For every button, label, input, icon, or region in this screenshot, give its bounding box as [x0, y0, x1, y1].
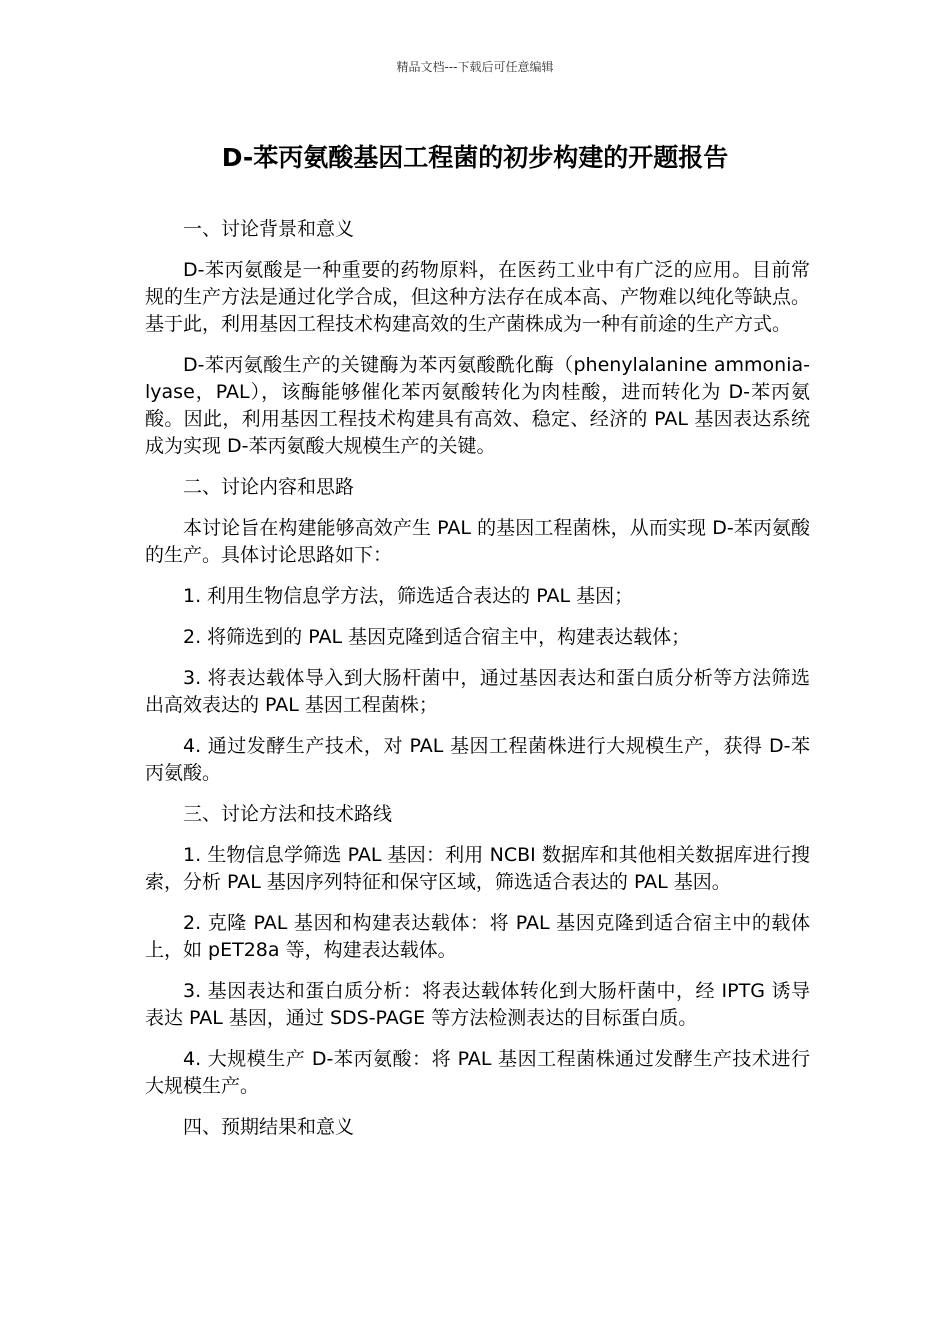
section-heading-results: 四、预期结果和意义 — [183, 1116, 355, 1138]
list-item-content-4: 4. 通过发酵生产技术，对 PAL 基因工程菌株进行大规模生产，获得 D-苯丙氨酸。 — [145, 735, 810, 784]
list-item-methods-3: 3. 基因表达和蛋白质分析：将表达载体转化到大肠杆菌中，经 IPTG 诱导表达 PAL 基因，通过 SDS-PAGE 等方法检测表达的目标蛋白质。 — [145, 980, 810, 1029]
list-item-content-1: 1. 利用生物信息学方法，筛选适合表达的 PAL 基因； — [183, 585, 634, 607]
header-note: 精品文档---下载后可任意编辑 — [396, 60, 554, 74]
list-item-content-2: 2. 将筛选到的 PAL 基因克隆到适合宿主中，构建表达载体； — [183, 626, 691, 648]
list-item-methods-2: 2. 克隆 PAL 基因和构建表达载体：将 PAL 基因克隆到适合宿主中的载体上，如 pET28a 等，构建表达载体。 — [145, 912, 810, 961]
paragraph-content-intro: 本讨论旨在构建能够高效产生 PAL 的基因工程菌株，从而实现 D-苯丙氨酸的生产。具体讨论思路如下： — [145, 517, 810, 566]
paragraph-background-2: D-苯丙氨酸生产的关键酶为苯丙氨酸酰化酶（phenylalanine ammonia-lyase，PAL），该酶能够催化苯丙氨酸转化为肉桂酸，进而转化为 D-苯丙氨酸。因此，利用基因工程技术构建具有高效、稳定、经济的 PAL 基因表达系统成为实现 D-苯丙氨酸大规模生产的关键。 — [145, 354, 810, 457]
section-heading-background: 一、讨论背景和意义 — [183, 218, 355, 240]
section-heading-methods: 三、讨论方法和技术路线 — [183, 803, 393, 825]
document-title: D-苯丙氨酸基因工程菌的初步构建的开题报告 — [221, 143, 729, 172]
list-item-methods-4: 4. 大规模生产 D-苯丙氨酸：将 PAL 基因工程菌株通过发酵生产技术进行大规模生产。 — [145, 1048, 810, 1097]
list-item-methods-1: 1. 生物信息学筛选 PAL 基因：利用 NCBI 数据库和其他相关数据库进行搜索，分析 PAL 基因序列特征和保守区域，筛选适合表达的 PAL 基因。 — [145, 844, 810, 893]
list-item-content-3: 3. 将表达载体导入到大肠杆菌中，通过基因表达和蛋白质分析等方法筛选出高效表达的 PAL 基因工程菌株； — [145, 667, 810, 716]
paragraph-background-1: D-苯丙氨酸是一种重要的药物原料，在医药工业中有广泛的应用。目前常规的生产方法是通过化学合成，但这种方法存在成本高、产物难以纯化等缺点。基于此，利用基因工程技术构建高效的生产菌株成为一种有前途的生产方式。 — [145, 259, 811, 335]
section-heading-content: 二、讨论内容和思路 — [183, 476, 355, 498]
document-body — [145, 216, 810, 1155]
